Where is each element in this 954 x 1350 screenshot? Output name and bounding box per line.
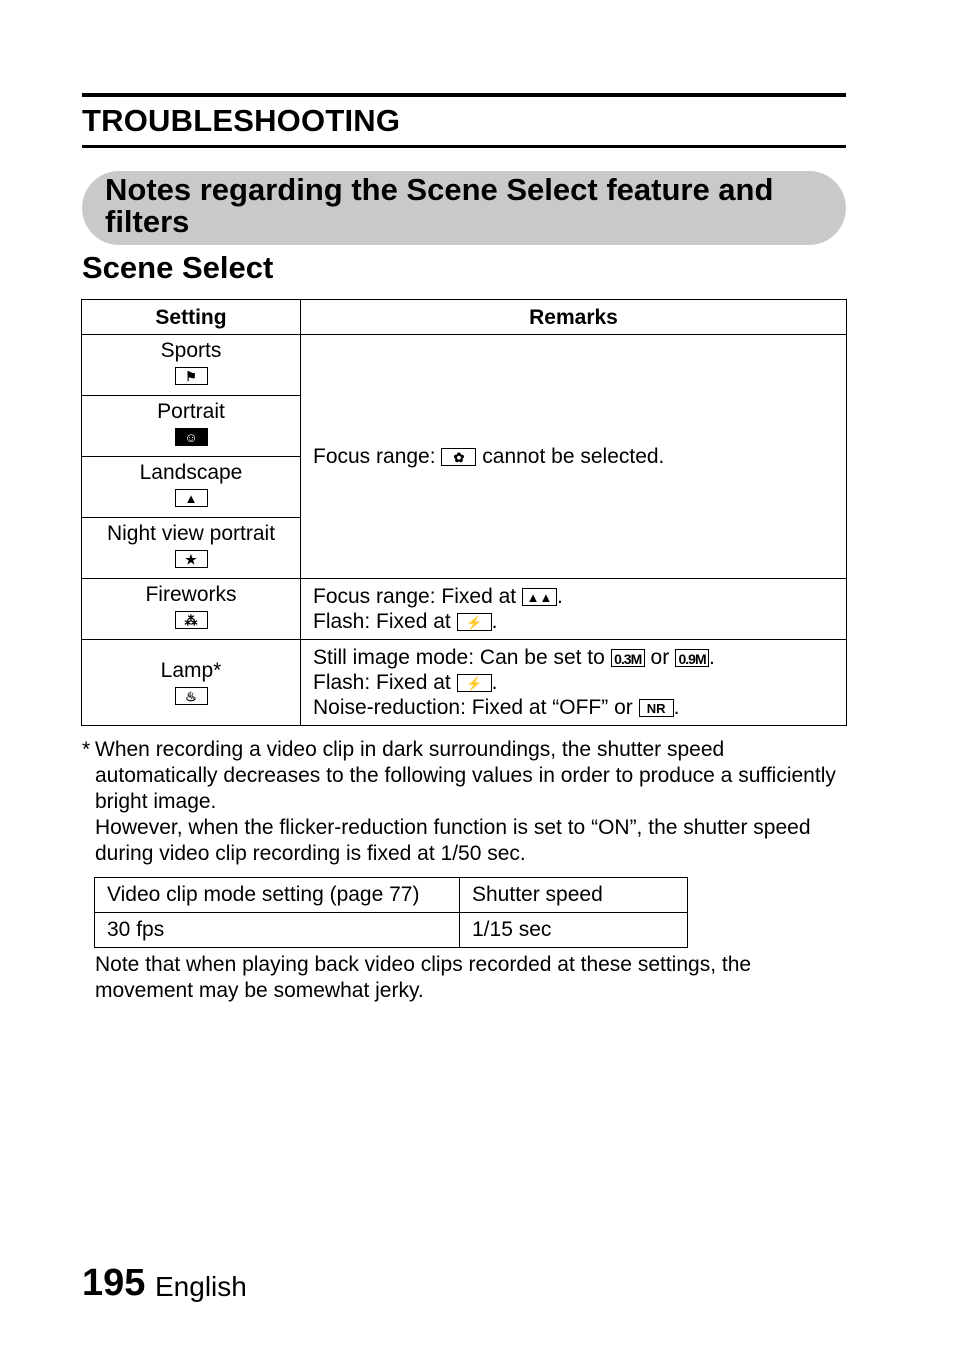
- subsection-title: Scene Select: [82, 250, 274, 285]
- remark-text: Noise-reduction: Fixed at “OFF” or: [313, 696, 633, 719]
- noise-reduction-off-icon: NR: [639, 699, 674, 717]
- setting-cell: [82, 640, 301, 726]
- setting-cell: [82, 518, 301, 579]
- footnote: [82, 737, 842, 867]
- period: .: [673, 696, 680, 719]
- remarks-cell: [301, 640, 847, 726]
- setting-label: Sports: [160, 339, 222, 362]
- fireworks-icon: ⁂: [175, 611, 208, 629]
- table-cell: 30 fps: [95, 913, 460, 948]
- page-number: 195: [82, 1262, 146, 1304]
- remark-line: [313, 584, 836, 609]
- remark-text: Flash: Fixed at: [313, 671, 451, 694]
- section-header: TROUBLESHOOTING: [82, 103, 401, 138]
- remark-line: [313, 670, 836, 695]
- setting-label: Night view portrait: [106, 522, 276, 545]
- infinity-landscape-icon: ▲▲: [522, 588, 557, 606]
- table-row: [82, 579, 847, 640]
- setting-cell: [82, 579, 301, 640]
- footnote-text: However, when the flicker-reduction function is set to “ON”, the shutter speed during video clip recording is fixed at 1/50 sec.: [95, 816, 811, 865]
- title-banner: [82, 171, 846, 245]
- page-title: Notes regarding the Scene Select feature and filters: [105, 172, 774, 239]
- setting-label: Portrait: [157, 400, 225, 423]
- macro-icon: ✿: [441, 448, 476, 466]
- remark-text: Still image mode: Can be set to: [313, 646, 605, 669]
- table-row: [95, 913, 688, 948]
- flash-off-icon: ⚡: [457, 674, 492, 692]
- resolution-0.9m-icon: 0.9M: [675, 649, 709, 667]
- setting-label: Fireworks: [145, 583, 237, 606]
- setting-cell: [82, 335, 301, 396]
- remark-text: cannot be selected.: [482, 445, 665, 468]
- table-row: [95, 878, 688, 913]
- table-row: [82, 640, 847, 726]
- flash-off-icon: ⚡: [457, 613, 492, 631]
- setting-cell: [82, 457, 301, 518]
- table-row: [82, 335, 847, 396]
- header-rule-top: [82, 93, 846, 97]
- night-view-portrait-icon: ★: [175, 550, 208, 568]
- period: .: [556, 585, 563, 608]
- scene-select-table: [81, 299, 847, 726]
- period: .: [709, 646, 715, 669]
- playback-note: Note that when playing back video clips recorded at these settings, the movement may be somewhat jerky.: [95, 953, 752, 1002]
- remarks-cell: [301, 335, 847, 579]
- header-rule-bottom: [82, 145, 846, 148]
- setting-label: Lamp*: [160, 658, 222, 682]
- landscape-icon: ▲: [175, 489, 208, 507]
- lamp-icon: ♨: [175, 687, 208, 705]
- header-remarks: Remarks: [301, 300, 847, 335]
- remark-line: [313, 609, 836, 634]
- page-language: English: [155, 1271, 247, 1302]
- remark-text: Focus range:: [313, 445, 436, 468]
- header-setting: Setting: [82, 300, 301, 335]
- remark-line: [313, 645, 836, 670]
- remarks-cell: [301, 579, 847, 640]
- footnote-body: [95, 737, 842, 867]
- setting-cell: [82, 396, 301, 457]
- footnote-mark: *: [82, 738, 91, 761]
- remark-text: or: [650, 646, 670, 669]
- table-header-cell: Video clip mode setting (page 77): [95, 878, 460, 913]
- period: .: [491, 671, 498, 694]
- resolution-0.3m-icon: 0.3M: [611, 649, 645, 667]
- video-shutter-table: [94, 877, 688, 948]
- remark-text: Flash: Fixed at: [313, 610, 451, 633]
- sports-icon: ⚑: [175, 367, 208, 385]
- remark-text: Focus range: Fixed at: [313, 585, 517, 608]
- portrait-icon: ☺: [175, 428, 208, 446]
- period: .: [491, 610, 498, 633]
- footnote-text: When recording a video clip in dark surroundings, the shutter speed automatically decreases to the following values in order to produce a sufficiently bright image.: [95, 738, 836, 813]
- table-header-row: [82, 300, 847, 335]
- setting-label: Landscape: [139, 461, 243, 484]
- remark-line: [313, 695, 836, 720]
- table-header-cell: Shutter speed: [460, 878, 688, 913]
- table-cell: 1/15 sec: [460, 913, 688, 948]
